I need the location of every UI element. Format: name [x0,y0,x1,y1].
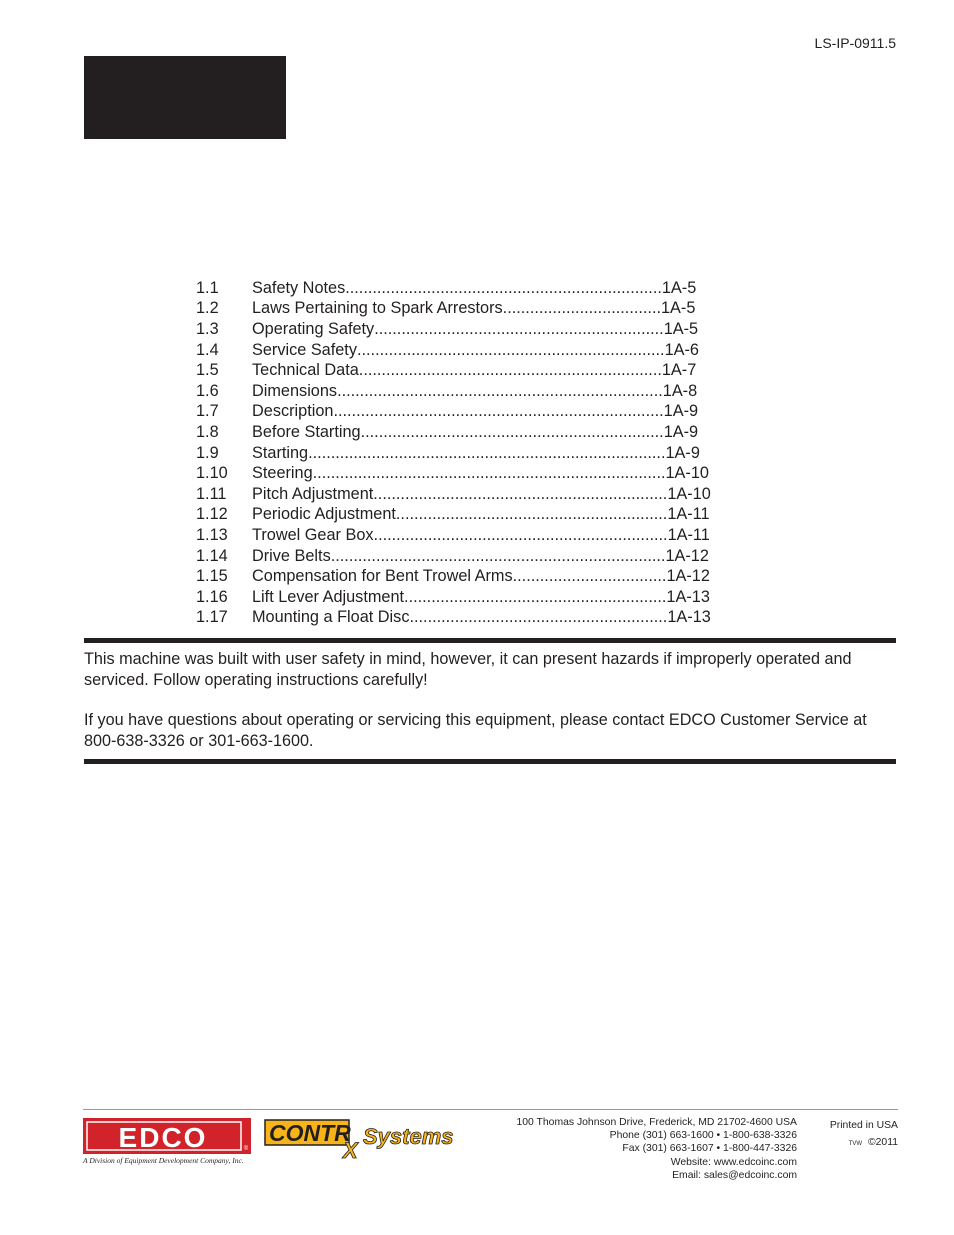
toc-entry-page: 1A-6 [664,340,699,359]
print-info [830,1117,898,1153]
toc-entry-title: Starting [252,443,309,462]
toc-entry-page: 1A-11 [667,505,710,524]
toc-entry-title: Periodic Adjustment [252,505,396,524]
company-address [517,1116,798,1182]
toc-entry-title: Operating Safety [252,319,375,338]
toc-entry-title: Service Safety [252,340,357,359]
toc-entry[interactable] [196,381,756,402]
toc-entry-title: Laws Pertaining to Spark Arrestors [252,299,503,318]
toc-entry-page: 1A-5 [661,299,696,318]
toc-entry[interactable] [196,422,756,443]
toc-entry-title: Mounting a Float Disc [252,608,410,627]
toc-entry-leader: ................................... [502,299,661,318]
toc-entry[interactable] [196,525,756,546]
svg-text:X: X [343,1138,358,1160]
toc-entry-page: 1A-8 [662,381,698,400]
toc-entry-page: 1A-10 [667,484,711,503]
toc-entry-page: 1A-9 [665,443,700,462]
toc-entry-title: Description [252,402,334,421]
toc-entry-title: Steering [252,464,313,483]
toc-entry-number: 1.9 [196,443,219,462]
phone-line: Phone (301) 663-1600 • 1-800-638-3326 [609,1130,797,1142]
toc-entry[interactable] [196,299,756,320]
toc-entry-leader: ................................................................ [374,319,664,338]
toc-entry-page: 1A-9 [663,422,699,441]
edco-registered-mark: ® [243,1146,249,1152]
printed-in-usa: Printed in USA [829,1120,898,1131]
edco-logo-text: EDCO [118,1122,208,1153]
toc-entry-leader: ......................................................... [409,608,668,627]
toc-entry-page: 1A-13 [666,587,710,606]
svg-text:CONTR: CONTR [269,1120,351,1146]
toc-entry[interactable] [196,340,756,361]
toc-entry-page: 1A-5 [661,278,697,297]
toc-entry-page: 1A-7 [661,361,697,380]
website-line[interactable]: Website: www.edcoinc.com [670,1156,797,1168]
toc-entry-number: 1.10 [196,464,228,483]
toc-entry-leader: .......................................................... [404,587,667,606]
copyright: ©2011 [868,1137,898,1148]
toc-entry-number: 1.8 [196,422,219,441]
toc-entry-number: 1.17 [196,608,228,627]
toc-entry-leader: .................................. [512,567,667,586]
toc-entry[interactable] [196,360,756,381]
toc-entry[interactable] [196,505,756,526]
fax-line: Fax (301) 663-1607 • 1-800-447-3326 [622,1143,797,1155]
toc-entry-page: 1A-9 [663,402,699,421]
toc-entry[interactable] [196,443,756,464]
edco-subtitle: A Division of Equipment Development Company, Inc. [83,1156,244,1165]
toc-entry-number: 1.5 [196,361,219,380]
toc-entry-number: 1.14 [196,546,228,565]
toc-entry-number: 1.13 [196,525,228,544]
toc-entry-page: 1A-12 [665,546,709,565]
toc-entry-leader: ......................................................................... [333,402,664,421]
document-code: LS-IP-0911.5 [814,35,896,51]
toc-entry-page: 1A-11 [667,525,710,544]
toc-entry-leader: ............................................................................... [308,443,666,462]
svg-text:Systems: Systems [363,1124,454,1149]
toc-entry[interactable] [196,608,756,629]
toc-entry-leader: ........................................................................ [337,381,663,400]
contact-notice-text: If you have questions about operating or servicing this equipment, please contact EDCO Customer Service at 800-638-3326 or 301-663-1600. [84,711,867,750]
toc-entry-page: 1A-10 [665,464,709,483]
toc-entry-leader: .......................................................................... [330,546,666,565]
toc-entry-page: 1A-5 [663,319,699,338]
toc-entry-leader: .................................................................... [356,340,665,359]
address-line: 100 Thomas Johnson Drive, Frederick, MD 21702-4600 USA [516,1117,797,1128]
toc-entry-number: 1.4 [196,340,219,359]
contrx-systems-logo [263,1114,477,1160]
toc-entry[interactable] [196,546,756,567]
toc-entry-number: 1.2 [196,299,219,318]
toc-entry[interactable] [196,484,756,505]
toc-entry[interactable] [196,463,756,484]
toc-entry-title: Drive Belts [252,546,331,565]
divider-rule-top [84,638,896,643]
toc-entry-leader: ................................................................... [360,422,664,441]
footer-divider [83,1109,898,1110]
copyright-line [830,1134,898,1153]
tvw-mark: TVW [848,1141,862,1147]
toc-entry-title: Compensation for Bent Trowel Arms [252,567,513,586]
email-line[interactable]: Email: sales@edcoinc.com [672,1169,797,1181]
toc-entry-leader: ............................................................ [395,505,668,524]
toc-entry-number: 1.16 [196,587,228,606]
toc-entry-leader: ................................................................. [373,525,668,544]
section-header-block [84,56,286,139]
edco-logo [83,1118,251,1154]
table-of-contents [196,278,756,628]
toc-entry-number: 1.15 [196,567,228,586]
toc-entry[interactable] [196,402,756,423]
toc-entry-leader: .............................................................................. [312,464,666,483]
toc-entry-number: 1.1 [196,278,219,297]
toc-entry-number: 1.12 [196,505,228,524]
toc-entry-title: Dimensions [252,381,338,400]
toc-entry-title: Trowel Gear Box [252,525,374,544]
toc-entry-page: 1A-13 [667,608,711,627]
toc-entry-title: Technical Data [252,361,359,380]
divider-rule-bottom [84,759,896,764]
toc-entry[interactable] [196,319,756,340]
toc-entry-leader: ................................................................. [373,484,668,503]
toc-entry-title: Pitch Adjustment [252,484,374,503]
toc-entry-leader: ................................................................... [358,361,662,380]
toc-entry-number: 1.7 [196,402,219,421]
safety-notice-text: This machine was built with user safety in mind, however, it can present hazards if improperly operated and serviced. Follow operating instructions carefully! [84,650,852,689]
toc-entry-number: 1.3 [196,319,219,338]
toc-entry-title: Lift Lever Adjustment [252,587,405,606]
toc-entry-title: Before Starting [252,422,361,441]
toc-entry-leader: ...................................................................... [345,278,662,297]
toc-entry-page: 1A-12 [666,567,710,586]
toc-entry-number: 1.11 [196,484,227,503]
toc-entry-title: Safety Notes [252,278,346,297]
toc-entry[interactable] [196,587,756,608]
toc-entry-number: 1.6 [196,381,219,400]
toc-entry[interactable] [196,278,756,299]
toc-entry[interactable] [196,566,756,587]
